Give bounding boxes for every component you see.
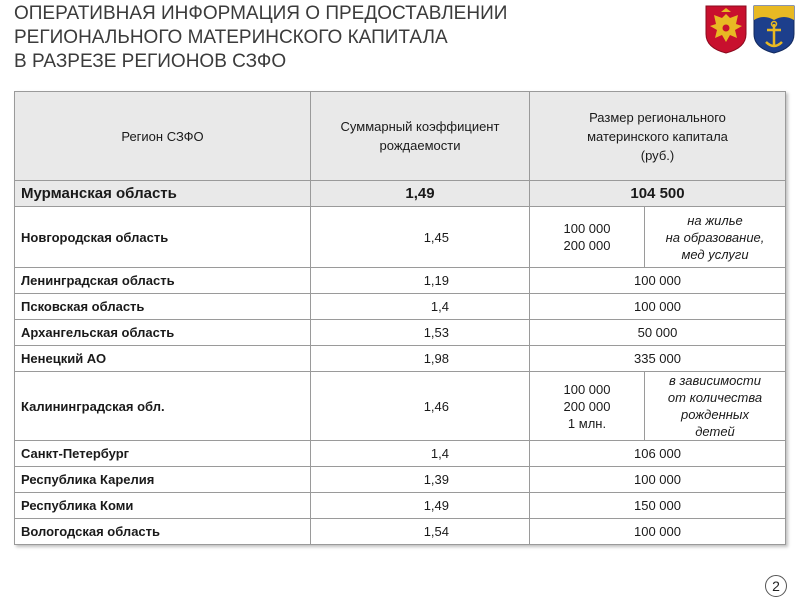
page-number: 2 (765, 575, 787, 597)
capital-amount-line: 100 000 (563, 221, 611, 236)
region-name: Мурманская область (15, 181, 311, 207)
table-row (15, 467, 786, 493)
capital-amount: 50 000 (530, 320, 786, 346)
capital-note-line: в зависимости (669, 373, 761, 388)
header-capital-line-3: (руб.) (640, 147, 675, 163)
table-row (15, 372, 786, 441)
capital-note-line: на образование, (665, 229, 765, 245)
capital-amount-line: 200 000 (563, 398, 611, 414)
region-name: Республика Карелия (15, 467, 311, 493)
header-capital-line-1: Размер регионального (589, 109, 726, 125)
capital-amount: 104 500 (530, 181, 786, 207)
region-name: Республика Коми (15, 493, 311, 519)
capital-amount: 106 000 (530, 441, 786, 467)
header-birth-rate-line-1: Суммарный коэффициент (340, 119, 500, 134)
russia-coat-of-arms-icon (704, 4, 748, 54)
capital-note-line: детей (695, 424, 735, 439)
region-name: Ленинградская область (15, 268, 311, 294)
birth-rate: 1,98 (311, 346, 530, 372)
region-name: Псковская область (15, 294, 311, 320)
region-name: Калининградская обл. (15, 372, 311, 441)
header-birth-rate (311, 92, 530, 181)
birth-rate: 1,4 (311, 294, 530, 320)
capital-note (645, 372, 786, 441)
capital-note-line: на жилье (687, 212, 743, 228)
table-row (15, 207, 786, 268)
birth-rate: 1,49 (311, 181, 530, 207)
table-row (15, 346, 786, 372)
capital-note-line: мед услуги (681, 246, 749, 262)
region-name: Архангельская область (15, 320, 311, 346)
birth-rate: 1,45 (311, 207, 530, 268)
capital-note-line: рожденных (681, 407, 749, 422)
capital-amounts (530, 207, 645, 268)
header-capital (530, 92, 786, 181)
regions-table (14, 91, 786, 545)
table-row (15, 181, 786, 207)
birth-rate: 1,4 (311, 441, 530, 467)
birth-rate: 1,46 (311, 372, 530, 441)
capital-amounts (530, 372, 645, 441)
region-name: Санкт-Петербург (15, 441, 311, 467)
birth-rate: 1,49 (311, 493, 530, 519)
capital-note-line: от количества (667, 390, 763, 405)
capital-amount: 100 000 (530, 519, 786, 545)
capital-amount: 100 000 (530, 467, 786, 493)
header-birth-rate-line-2: рождаемости (379, 138, 461, 153)
table-row (15, 320, 786, 346)
birth-rate: 1,39 (311, 467, 530, 493)
title-line-2: РЕГИОНАЛЬНОГО МАТЕРИНСКОГО КАПИТАЛА (14, 27, 448, 48)
capital-amount: 100 000 (530, 294, 786, 320)
capital-amount: 100 000 (530, 268, 786, 294)
region-name: Вологодская область (15, 519, 311, 545)
page-title (14, 2, 674, 74)
capital-amount: 335 000 (530, 346, 786, 372)
header-region: Регион СЗФО (15, 92, 311, 181)
capital-amount-line: 200 000 (563, 238, 611, 253)
header-capital-line-2: материнского капитала (587, 128, 728, 144)
capital-note (645, 207, 786, 268)
table-row (15, 268, 786, 294)
title-line-3: В РАЗРЕЗЕ РЕГИОНОВ СЗФО (14, 51, 287, 72)
capital-amount: 150 000 (530, 493, 786, 519)
capital-amount-line: 100 000 (563, 381, 611, 397)
birth-rate: 1,54 (311, 519, 530, 545)
table-header-row (15, 92, 786, 181)
title-line-1: ОПЕРАТИВНАЯ ИНФОРМАЦИЯ О ПРЕДОСТАВЛЕНИИ (14, 3, 508, 24)
murmansk-coat-of-arms-icon (752, 4, 796, 54)
birth-rate: 1,53 (311, 320, 530, 346)
table-row (15, 519, 786, 545)
table-row (15, 294, 786, 320)
table-row (15, 493, 786, 519)
table-row (15, 441, 786, 467)
region-name: Новгородская область (15, 207, 311, 268)
capital-amount-line: 1 млн. (567, 415, 607, 431)
birth-rate: 1,19 (311, 268, 530, 294)
region-name: Ненецкий АО (15, 346, 311, 372)
